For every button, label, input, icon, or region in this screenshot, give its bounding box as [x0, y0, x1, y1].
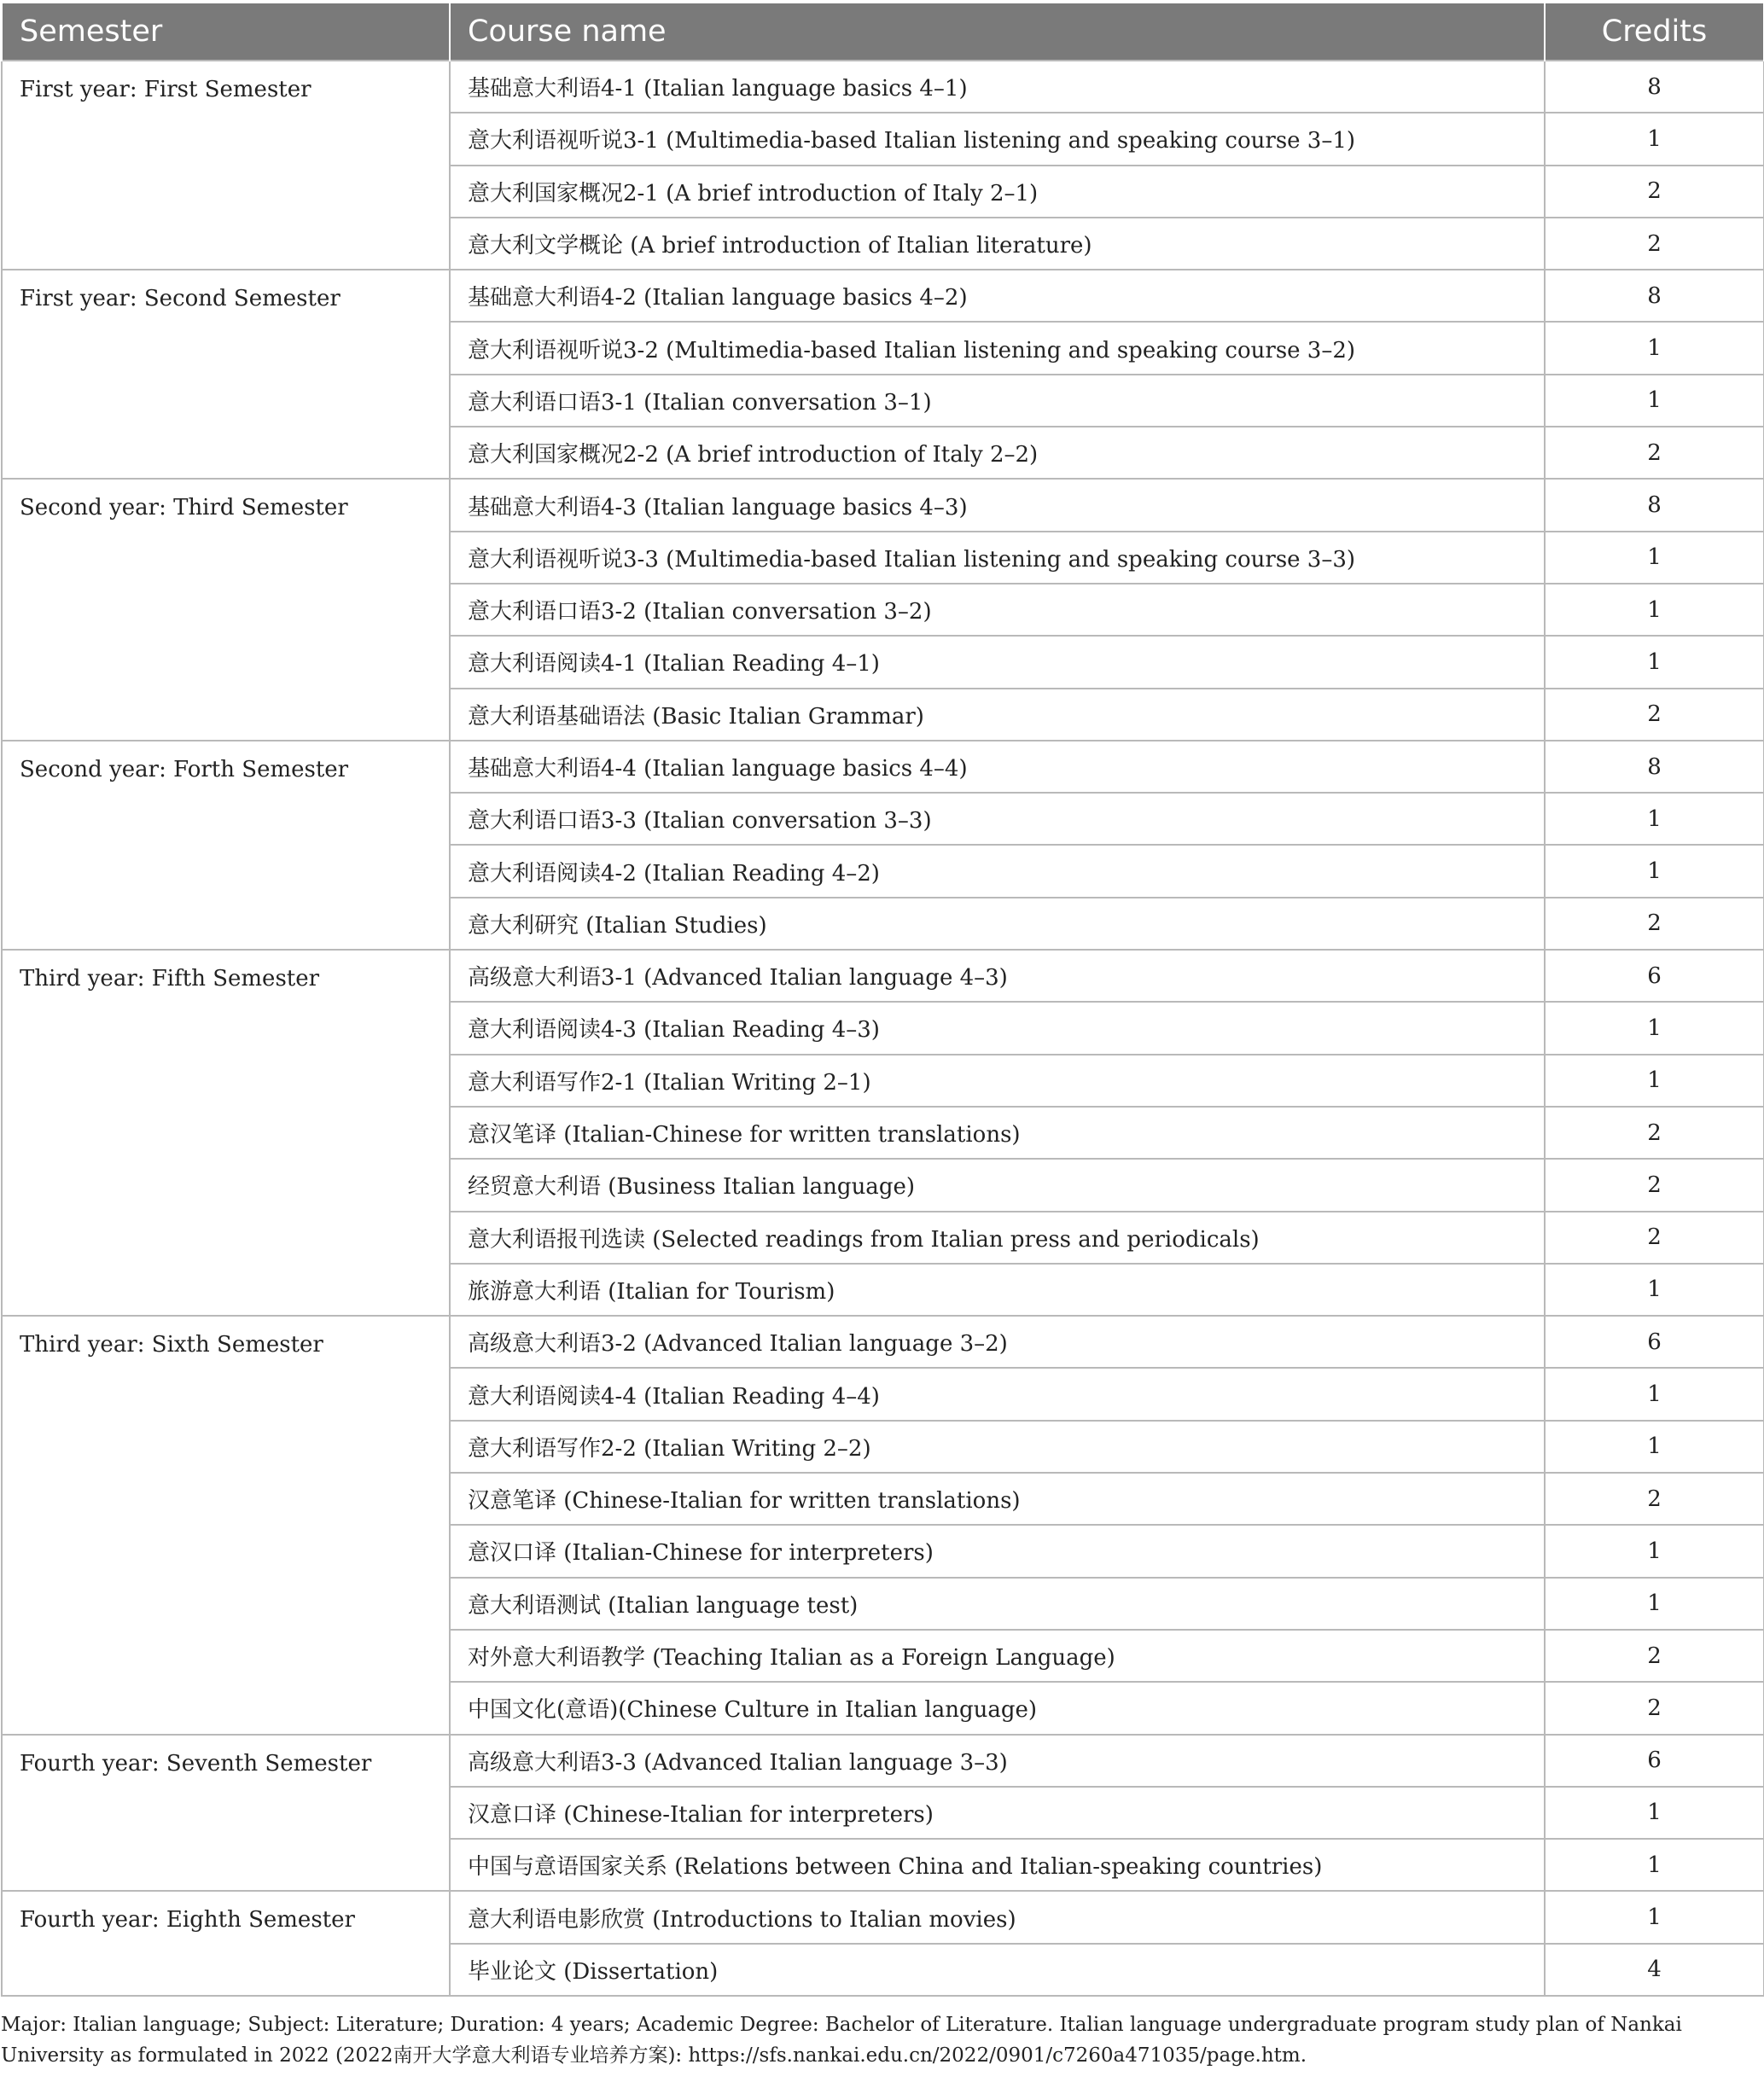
- course-name-cell: 基础意大利语4-2 (Italian language basics 4–2): [450, 270, 1545, 322]
- table-footnote: Major: Italian language; Subject: Literature; Duration: 4 years; Academic Degree: Bachelor of Literature. Italian language undergraduate program study plan of Nankai University as formulated in 2022 (2022南开大学意大利语专业培养方案): https://sfs.nankai.edu.cn/2022/0901/c7260a471035/page.htm.: [1, 2014, 1682, 2067]
- course-name-cell: 意大利研究 (Italian Studies): [450, 898, 1545, 950]
- semester-cell: Third year: Sixth Semester: [2, 1316, 450, 1734]
- semester-cell: First year: First Semester: [2, 61, 450, 270]
- table-row: [2, 1735, 1764, 1787]
- credits-cell: 1: [1545, 1421, 1764, 1473]
- credits-cell: 1: [1545, 113, 1764, 165]
- course-name-cell: 汉意口译 (Chinese-Italian for interpreters): [450, 1787, 1545, 1839]
- course-name-cell: 毕业论文 (Dissertation): [450, 1944, 1545, 1996]
- course-name-cell: 意大利语报刊选读 (Selected readings from Italian press and periodicals): [450, 1212, 1545, 1264]
- table-header: [2, 3, 1764, 61]
- course-name-cell: 基础意大利语4-4 (Italian language basics 4–4): [450, 741, 1545, 793]
- curriculum-table: [1, 3, 1764, 1997]
- credits-cell: 2: [1545, 1159, 1764, 1211]
- table-row: [2, 61, 1764, 113]
- course-name-cell: 意大利国家概况2-1 (A brief introduction of Italy 2–1): [450, 166, 1545, 218]
- semester-cell: Second year: Third Semester: [2, 479, 450, 740]
- table-row: [2, 950, 1764, 1002]
- course-name-cell: 意大利语测试 (Italian language test): [450, 1578, 1545, 1630]
- credits-cell: 1: [1545, 1055, 1764, 1107]
- table-body: [2, 61, 1764, 1996]
- course-name-cell: 意汉口译 (Italian-Chinese for interpreters): [450, 1525, 1545, 1577]
- semester-cell: First year: Second Semester: [2, 270, 450, 479]
- course-name-cell: 中国与意语国家关系 (Relations between China and Italian-speaking countries): [450, 1839, 1545, 1891]
- course-name-cell: 高级意大利语3-2 (Advanced Italian language 3–2): [450, 1316, 1545, 1368]
- credits-cell: 1: [1545, 375, 1764, 427]
- table-row: [2, 270, 1764, 322]
- course-name-cell: 高级意大利语3-3 (Advanced Italian language 3–3): [450, 1735, 1545, 1787]
- credits-cell: 8: [1545, 61, 1764, 113]
- course-name-cell: 意大利语阅读4-4 (Italian Reading 4–4): [450, 1368, 1545, 1420]
- credits-cell: 1: [1545, 845, 1764, 897]
- course-name-cell: 意大利语写作2-2 (Italian Writing 2–2): [450, 1421, 1545, 1473]
- course-name-cell: 意大利语视听说3-3 (Multimedia-based Italian listening and speaking course 3–3): [450, 532, 1545, 584]
- course-name-cell: 经贸意大利语 (Business Italian language): [450, 1159, 1545, 1211]
- credits-cell: 2: [1545, 1630, 1764, 1682]
- credits-cell: 4: [1545, 1944, 1764, 1996]
- semester-cell: Fourth year: Eighth Semester: [2, 1891, 450, 1996]
- course-name-cell: 基础意大利语4-3 (Italian language basics 4–3): [450, 479, 1545, 531]
- credits-cell: 1: [1545, 532, 1764, 584]
- credits-cell: 2: [1545, 427, 1764, 479]
- course-name-cell: 意大利语写作2-1 (Italian Writing 2–1): [450, 1055, 1545, 1107]
- course-name-cell: 中国文化(意语)(Chinese Culture in Italian language): [450, 1682, 1545, 1734]
- table-row: [2, 1316, 1764, 1368]
- semester-cell: Fourth year: Seventh Semester: [2, 1735, 450, 1892]
- credits-cell: 1: [1545, 1839, 1764, 1891]
- credits-cell: 1: [1545, 1787, 1764, 1839]
- credits-cell: 8: [1545, 479, 1764, 531]
- credits-cell: 1: [1545, 1525, 1764, 1577]
- course-name-cell: 意大利文学概论 (A brief introduction of Italian literature): [450, 218, 1545, 270]
- semester-cell: Second year: Forth Semester: [2, 741, 450, 950]
- course-name-cell: 意大利语口语3-2 (Italian conversation 3–2): [450, 584, 1545, 636]
- credits-cell: 2: [1545, 689, 1764, 741]
- course-name-cell: 意大利国家概况2-2 (A brief introduction of Italy 2–2): [450, 427, 1545, 479]
- credits-cell: 1: [1545, 322, 1764, 374]
- course-name-cell: 意汉笔译 (Italian-Chinese for written translations): [450, 1107, 1545, 1159]
- credits-cell: 6: [1545, 1735, 1764, 1787]
- credits-cell: 1: [1545, 793, 1764, 845]
- credits-cell: 1: [1545, 1368, 1764, 1420]
- credits-cell: 8: [1545, 270, 1764, 322]
- credits-cell: 1: [1545, 1578, 1764, 1630]
- credits-cell: 2: [1545, 166, 1764, 218]
- course-name-cell: 意大利语基础语法 (Basic Italian Grammar): [450, 689, 1545, 741]
- credits-cell: 2: [1545, 1682, 1764, 1734]
- header-course-name: Course name: [450, 3, 1545, 61]
- credits-cell: 2: [1545, 218, 1764, 270]
- credits-cell: 6: [1545, 950, 1764, 1002]
- credits-cell: 2: [1545, 898, 1764, 950]
- credits-cell: 8: [1545, 741, 1764, 793]
- table-row: [2, 479, 1764, 531]
- credits-cell: 2: [1545, 1107, 1764, 1159]
- course-name-cell: 意大利语阅读4-1 (Italian Reading 4–1): [450, 636, 1545, 688]
- credits-cell: 6: [1545, 1316, 1764, 1368]
- course-name-cell: 意大利语阅读4-2 (Italian Reading 4–2): [450, 845, 1545, 897]
- course-name-cell: 旅游意大利语 (Italian for Tourism): [450, 1264, 1545, 1316]
- credits-cell: 1: [1545, 1264, 1764, 1316]
- course-name-cell: 意大利语电影欣赏 (Introductions to Italian movies): [450, 1891, 1545, 1943]
- course-name-cell: 汉意笔译 (Chinese-Italian for written translations): [450, 1473, 1545, 1525]
- course-name-cell: 意大利语口语3-3 (Italian conversation 3–3): [450, 793, 1545, 845]
- credits-cell: 1: [1545, 636, 1764, 688]
- header-credits: Credits: [1545, 3, 1764, 61]
- course-name-cell: 意大利语视听说3-1 (Multimedia-based Italian listening and speaking course 3–1): [450, 113, 1545, 165]
- credits-cell: 1: [1545, 584, 1764, 636]
- header-semester: Semester: [2, 3, 450, 61]
- credits-cell: 2: [1545, 1212, 1764, 1264]
- table-row: [2, 1891, 1764, 1943]
- table-row: [2, 741, 1764, 793]
- credits-cell: 1: [1545, 1891, 1764, 1943]
- course-name-cell: 意大利语阅读4-3 (Italian Reading 4–3): [450, 1002, 1545, 1054]
- semester-cell: Third year: Fifth Semester: [2, 950, 450, 1316]
- course-name-cell: 意大利语口语3-1 (Italian conversation 3–1): [450, 375, 1545, 427]
- course-name-cell: 高级意大利语3-1 (Advanced Italian language 4–3): [450, 950, 1545, 1002]
- credits-cell: 1: [1545, 1002, 1764, 1054]
- course-name-cell: 基础意大利语4-1 (Italian language basics 4–1): [450, 61, 1545, 113]
- credits-cell: 2: [1545, 1473, 1764, 1525]
- course-name-cell: 对外意大利语教学 (Teaching Italian as a Foreign Language): [450, 1630, 1545, 1682]
- course-name-cell: 意大利语视听说3-2 (Multimedia-based Italian listening and speaking course 3–2): [450, 322, 1545, 374]
